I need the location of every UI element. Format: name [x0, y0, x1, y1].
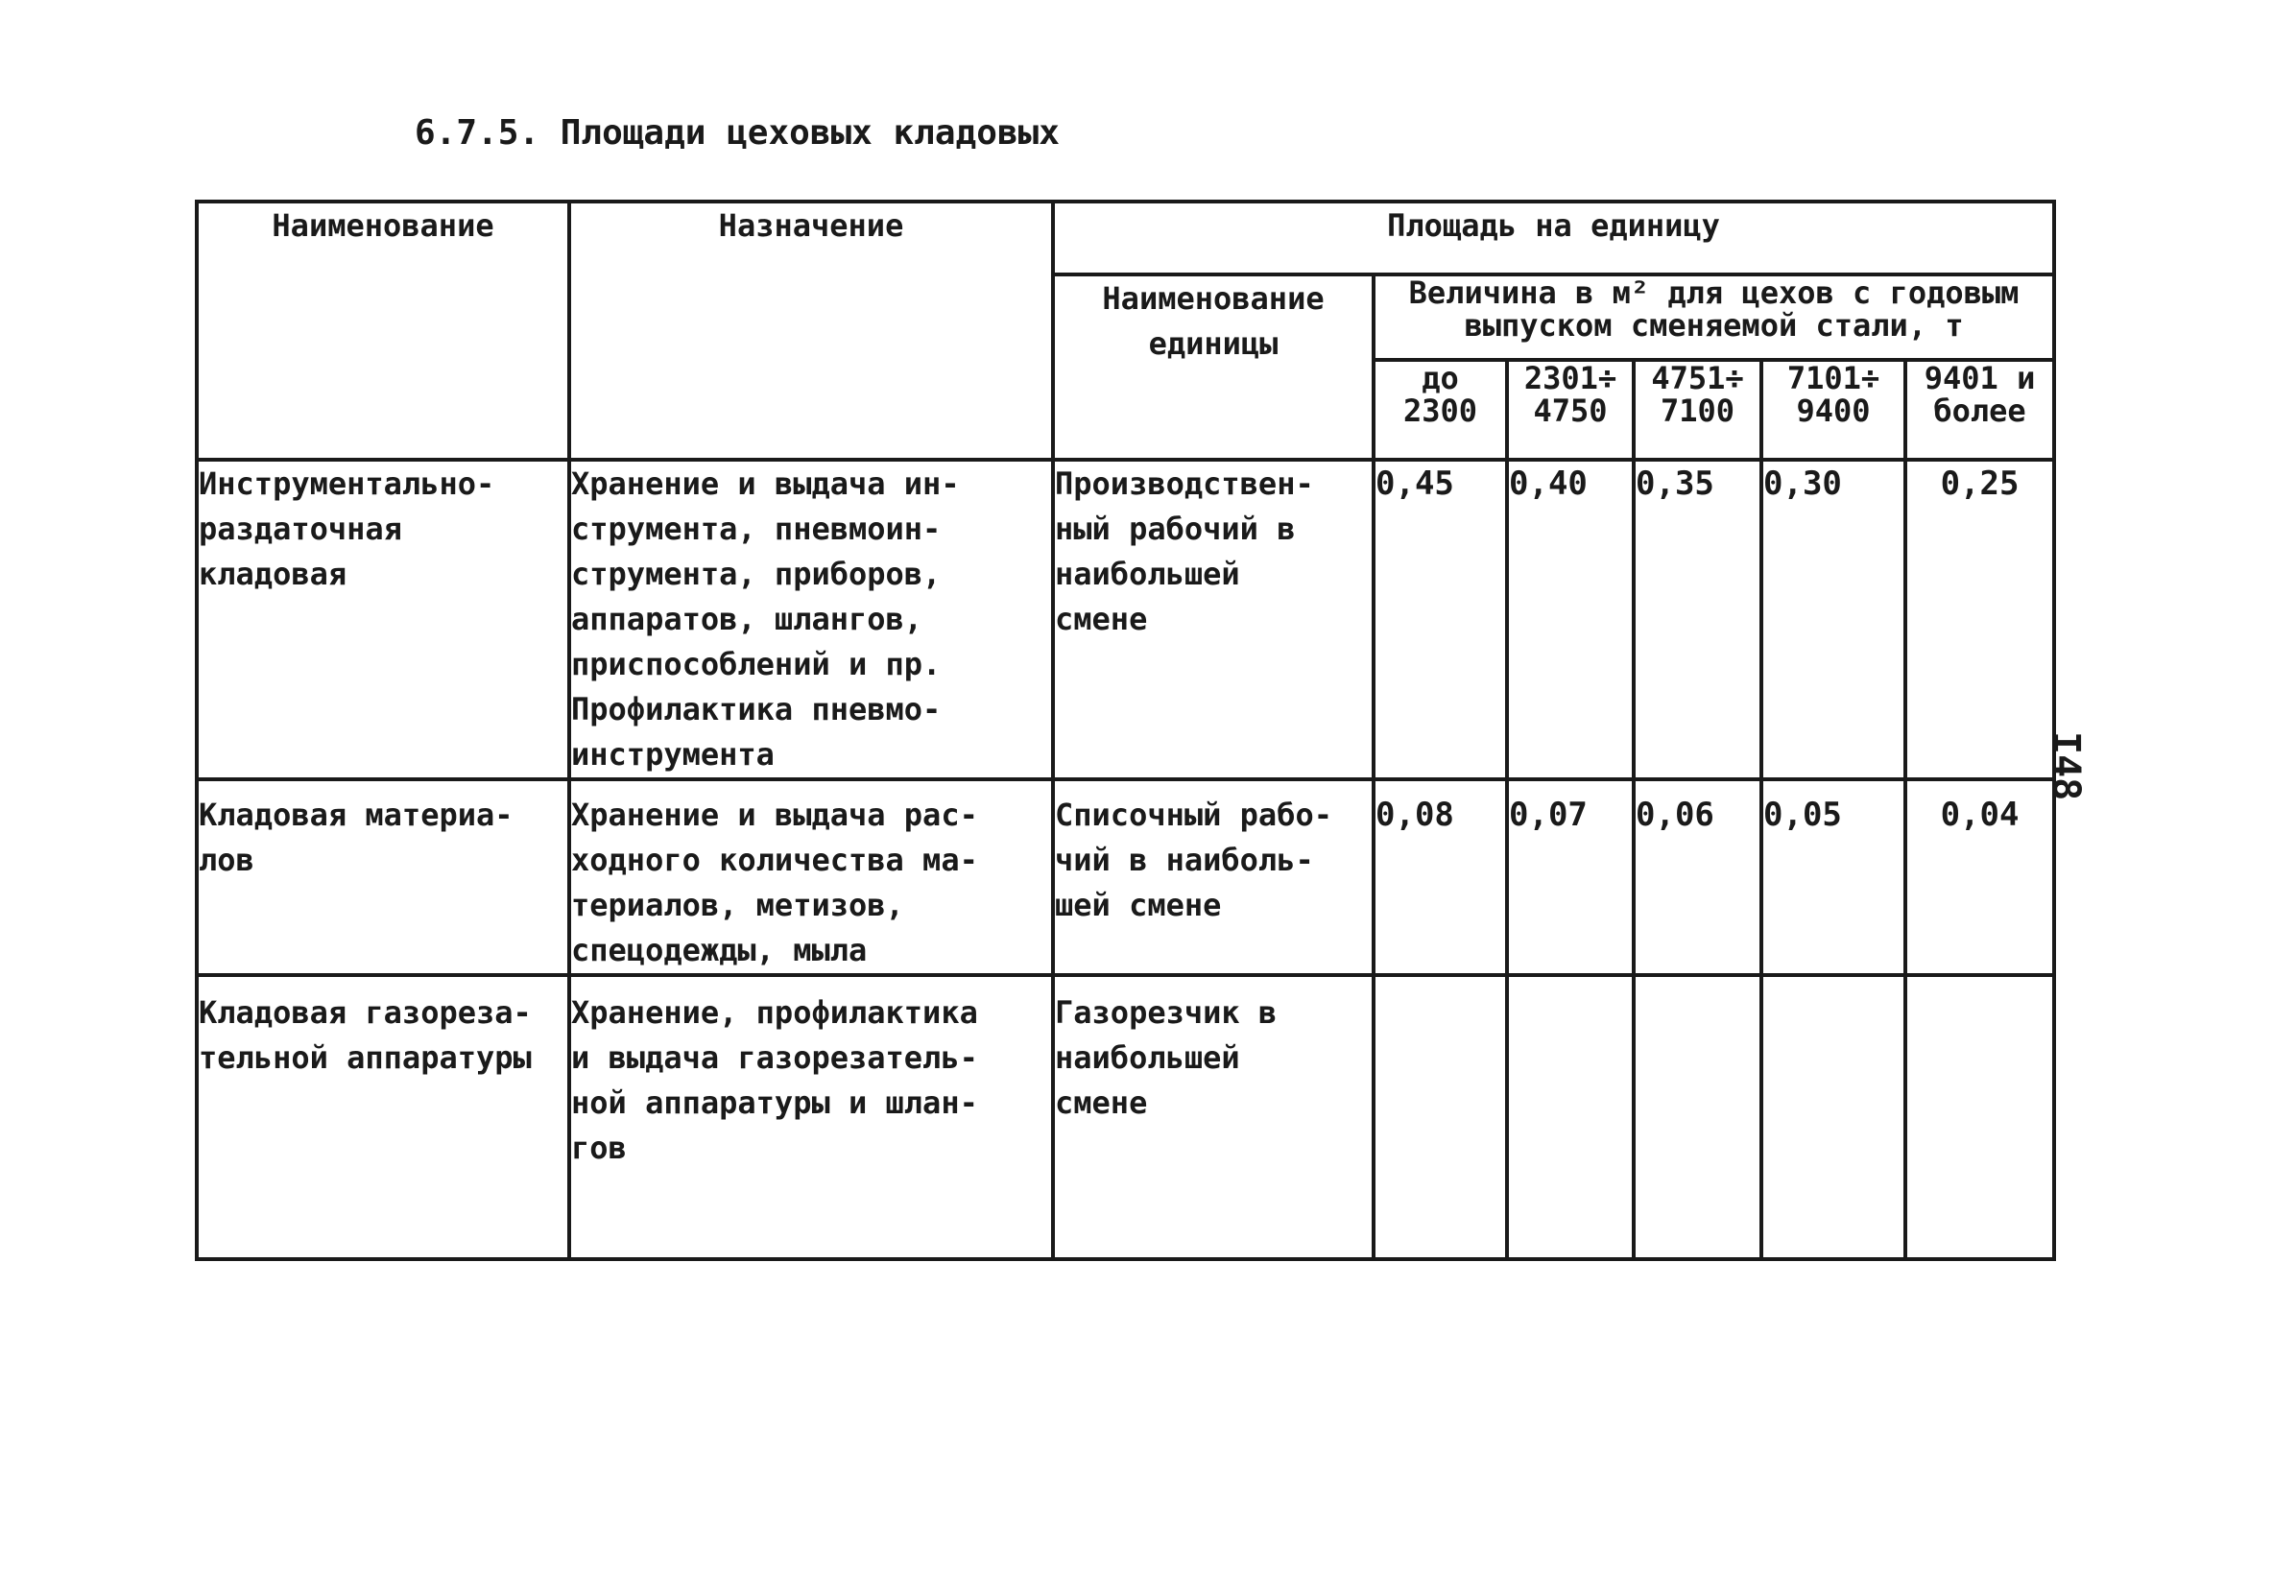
header-value — [1374, 274, 2054, 360]
header-col-line: 2300 — [1402, 393, 1478, 429]
header-col-7101-9400 — [1761, 360, 1905, 460]
value-cell — [1374, 975, 1507, 1259]
storage-area-table — [195, 200, 2056, 1261]
text-line: Хранение и выдача рас- — [571, 797, 978, 833]
row-name — [197, 779, 569, 975]
text-line: инструмента — [571, 736, 775, 773]
text-line: наибольшей — [1055, 556, 1240, 592]
value-cell: 0,40 — [1507, 460, 1634, 779]
text-line: приспособлений и пр. — [571, 646, 942, 682]
value-cell: 0,05 — [1761, 779, 1905, 975]
text-line: Списочный рабо- — [1055, 797, 1332, 833]
text-line: тельной аппаратуры — [199, 1039, 532, 1076]
text-line: кладовая — [199, 556, 347, 592]
row-unit — [1053, 779, 1374, 975]
text-line: наибольшей — [1055, 1039, 1240, 1076]
header-col-line: более — [1933, 393, 2026, 429]
header-col-up-to-2300 — [1374, 360, 1507, 460]
row-name — [197, 460, 569, 779]
header-value-line: Величина в м² для цехов с годовым — [1408, 274, 2020, 311]
header-col-9401-more — [1905, 360, 2054, 460]
text-line: струмента, пневмоин- — [571, 511, 942, 547]
header-area-per-unit: Площадь на единицу — [1053, 202, 2054, 274]
text-line: струмента, приборов, — [571, 556, 942, 592]
value-cell — [1507, 975, 1634, 1259]
header-name: Наименование — [197, 202, 569, 460]
text-line: Кладовая газореза- — [199, 994, 532, 1031]
row-unit — [1053, 975, 1374, 1259]
value-cell — [1761, 975, 1905, 1259]
text-line: Хранение и выдача ин- — [571, 465, 960, 502]
header-col-line: 9400 — [1796, 393, 1871, 429]
text-line: и выдача газорезатель- — [571, 1039, 978, 1076]
header-col-line: 2301÷ — [1523, 360, 1617, 396]
header-unit-name-line: Наименование — [1102, 280, 1325, 317]
page-title: 6.7.5. Площади цеховых кладовых — [415, 113, 1060, 153]
header-unit-name — [1053, 274, 1374, 460]
text-line: чий в наиболь- — [1055, 842, 1314, 878]
text-line: смене — [1055, 601, 1148, 637]
text-line: раздаточная — [199, 511, 402, 547]
text-line: спецодежды, мыла — [571, 932, 868, 968]
table-row — [197, 975, 2054, 1259]
text-line: лов — [199, 842, 254, 878]
value-cell: 0,04 — [1905, 779, 2054, 975]
value-cell: 0,25 — [1905, 460, 2054, 779]
text-line: ной аппаратуры и шлан- — [571, 1084, 978, 1121]
value-cell: 0,35 — [1634, 460, 1761, 779]
value-cell: 0,06 — [1634, 779, 1761, 975]
text-line: Производствен- — [1055, 465, 1314, 502]
header-col-line: 4751÷ — [1651, 360, 1744, 396]
table-row — [197, 460, 2054, 779]
header-col-line: 7100 — [1660, 393, 1735, 429]
text-line: Хранение, профилактика — [571, 994, 978, 1031]
value-cell: 0,07 — [1507, 779, 1634, 975]
value-cell: 0,45 — [1374, 460, 1507, 779]
row-purpose — [569, 779, 1053, 975]
value-cell — [1634, 975, 1761, 1259]
text-line: аппаратов, шлангов, — [571, 601, 923, 637]
header-value-line: выпуском сменяемой стали, т — [1464, 307, 1964, 344]
value-cell: 0,30 — [1761, 460, 1905, 779]
header-unit-name-line: единицы — [1148, 325, 1279, 362]
row-name — [197, 975, 569, 1259]
header-col-line: 9401 и — [1924, 360, 2036, 396]
text-line: Кладовая материа- — [199, 797, 514, 833]
row-purpose — [569, 460, 1053, 779]
header-col-line: до — [1422, 360, 1459, 396]
row-purpose — [569, 975, 1053, 1259]
header-col-2301-4750 — [1507, 360, 1634, 460]
header-col-line: 7101÷ — [1786, 360, 1880, 396]
row-unit — [1053, 460, 1374, 779]
text-line: Профилактика пневмо- — [571, 691, 942, 727]
header-col-4751-7100 — [1634, 360, 1761, 460]
value-cell — [1905, 975, 2054, 1259]
text-line: ходного количества ма- — [571, 842, 978, 878]
value-cell: 0,08 — [1374, 779, 1507, 975]
text-line: гов — [571, 1130, 627, 1166]
header-col-line: 4750 — [1533, 393, 1608, 429]
text-line: шей смене — [1055, 887, 1222, 923]
text-line: териалов, метизов, — [571, 887, 904, 923]
text-line: Газорезчик в — [1055, 994, 1278, 1031]
text-line: Инструментально- — [199, 465, 495, 502]
text-line: смене — [1055, 1084, 1148, 1121]
header-purpose: Назначение — [569, 202, 1053, 460]
table-row — [197, 779, 2054, 975]
text-line: ный рабочий в — [1055, 511, 1296, 547]
page-number: I48 — [2044, 731, 2088, 801]
